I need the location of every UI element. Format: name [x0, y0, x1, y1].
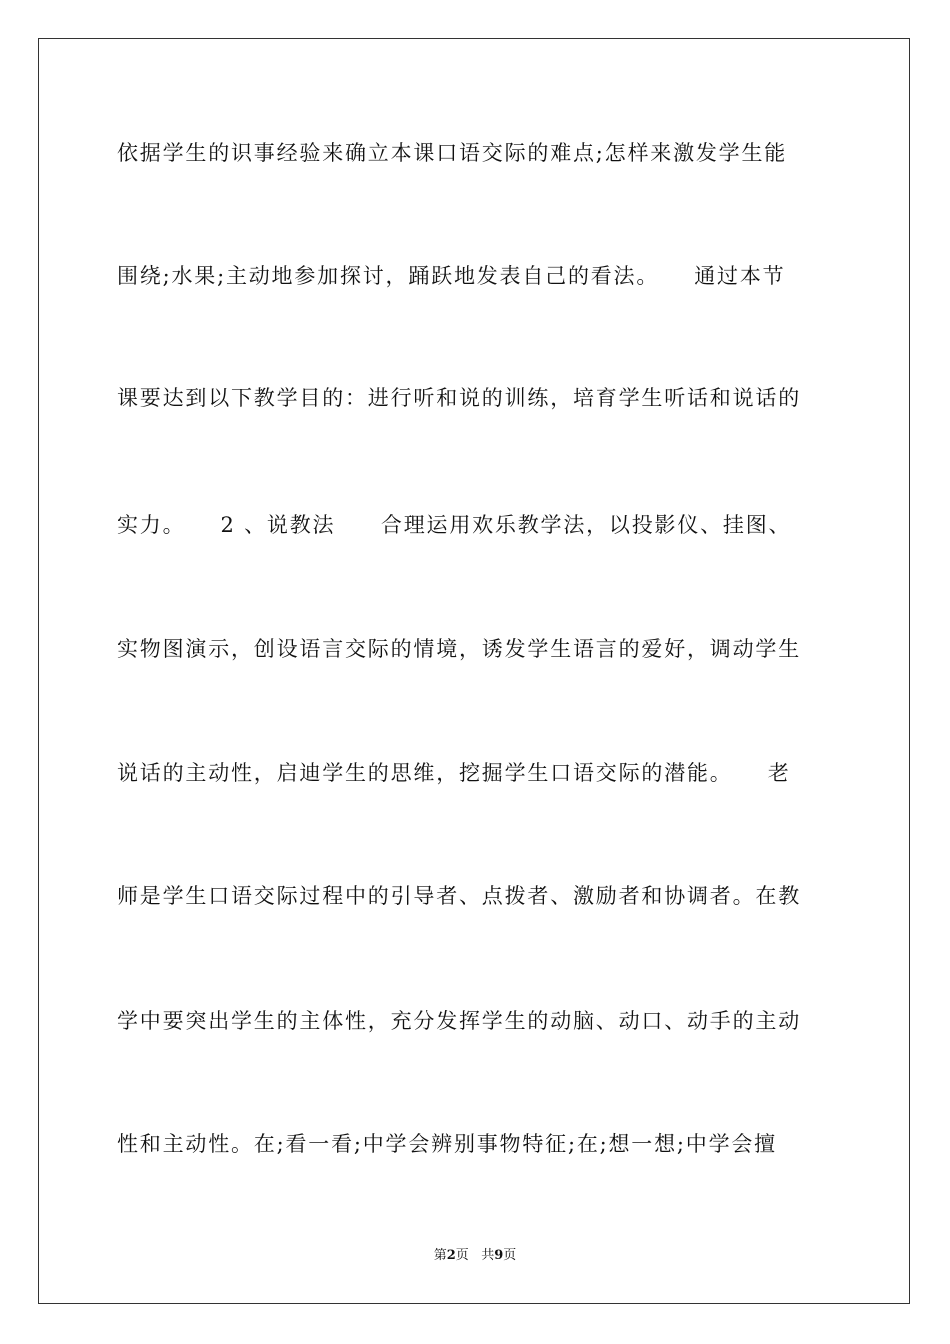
text-line: 师是学生口语交际过程中的引导者、点拨者、激励者和协调者。在教: [117, 884, 801, 908]
text-line: 课要达到以下教学目的：进行听和说的训练，培育学生听话和说话的: [117, 386, 801, 410]
page-suffix: 页: [455, 1248, 469, 1263]
text-line: 性和主动性。在;看一看;中学会辨别事物特征;在;想一想;中学会擅: [117, 1132, 777, 1156]
total-pages: 9: [494, 1248, 504, 1263]
text-line: 依据学生的识事经验来确立本课口语交际的难点;怎样来激发学生能: [117, 141, 788, 165]
text-line: 实力。 2 、说教法 合理运用欢乐教学法，以投影仪、挂图、: [117, 513, 792, 537]
total-suffix: 页: [503, 1248, 517, 1263]
text-line: 说话的主动性，启迪学生的思维，挖掘学生口语交际的潜能。 老: [117, 761, 791, 785]
page-footer: [0, 1248, 950, 1264]
total-prefix: 共: [481, 1248, 495, 1263]
page-prefix: 第: [433, 1248, 447, 1263]
page-border: [38, 38, 910, 1304]
text-line: 学中要突出学生的主体性，充分发挥学生的动脑、动口、动手的主动: [117, 1009, 801, 1033]
text-line: 围绕;水果;主动地参加探讨，踊跃地发表自己的看法。 通过本节: [117, 264, 786, 288]
page-number: 2: [446, 1248, 456, 1263]
text-line: 实物图演示，创设语言交际的情境，诱发学生语言的爱好，调动学生: [117, 637, 801, 661]
